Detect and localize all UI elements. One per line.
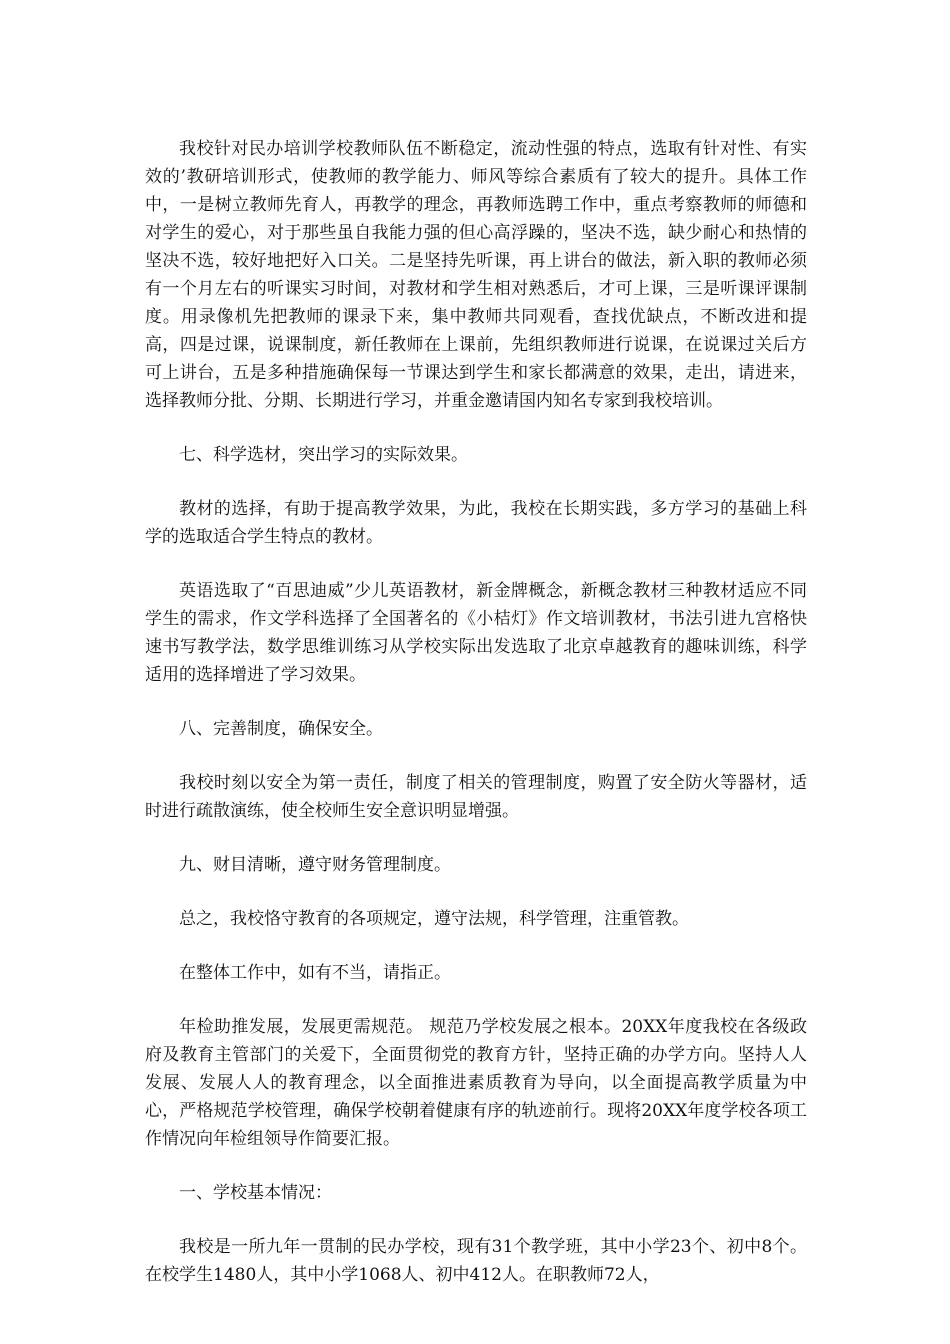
- section-heading-one: 一、学校基本情况：: [179, 1183, 332, 1203]
- section-heading-eight: 八、完善制度，确保安全。: [179, 719, 383, 739]
- paragraph-teacher-training: 我校针对民办培训学校教师队伍不断稳定，流动性强的特点，选取有针对性、有实效的’教研培训形式，使教师的教学能力、师风等综合素质有了较大的提升。具体工作中，一是树立教师先育人，再教学的理念，再教师选聘工作中，重点考察教师的师德和对学生的爱心，对于那些虽自我能力强的但心高浮躁的，坚决不选，缺少耐心和热情的坚决不选，较好地把好入口关。二是坚持先听课，再上讲台的做法，新入职的教师必须有一个月左右的听课实习时间，对教材和学生相对熟悉后，才可上课，三是听课评课制度。用录像机先把教师的课录下来，集中教师共同观看，查找优缺点，不断改进和提高，四是过课，说课制度，新任教师在上课前，先组织教师进行说课，在说课过关后方可上讲台，五是多种措施确保每一节课达到学生和家长都满意的效果，走出，请进来，选择教师分批、分期、长期进行学习，并重金邀请国内知名专家到我校培训。: [145, 139, 807, 411]
- paragraph-annual-inspection: 年检助推发展，发展更需规范。 规范乃学校发展之根本。20XX年度我校在各级政府及教育主管部门的关爱下，全面贯彻党的教育方针，坚持正确的办学方向。坚持人人发展、发展人人的教育理念，以全面推进素质教育为导向，以全面提高教学质量为中心，严格规范学校管理，确保学校朝着健康有序的轨迹前行。现将20XX年度学校各项工作情况向年检组领导作简要汇报。: [145, 1017, 807, 1149]
- paragraph-safety: 我校时刻以安全为第一责任，制度了相关的管理制度，购置了安全防火等器材，适时进行疏散演练，使全校师生安全意识明显增强。: [145, 773, 807, 821]
- document-body: [145, 135, 807, 1315]
- paragraph-correction-request: 在整体工作中，如有不当，请指正。: [179, 963, 451, 983]
- section-heading-nine: 九、财目清晰，遵守财务管理制度。: [179, 855, 451, 875]
- section-heading-seven: 七、科学选材，突出学习的实际效果。: [179, 445, 468, 465]
- paragraph-course-materials: 英语选取了“百思迪威”少儿英语教材，新金牌概念，新概念教材三种教材适应不同学生的需求，作文学科选择了全国著名的《小桔灯》作文培训教材，书法引进九宫格快速书写教学法，数学思维训练习从学校实际出发选取了北京卓越教育的趣味训练，科学适用的选择增进了学习效果。: [145, 581, 807, 685]
- paragraph-summary: 总之，我校恪守教育的各项规定，遵守法规，科学管理，注重管教。: [179, 909, 689, 929]
- paragraph-material-selection: 教材的选择，有助于提高教学效果，为此，我校在长期实践，多方学习的基础上科学的选取适合学生特点的教材。: [145, 499, 807, 547]
- paragraph-school-overview: 我校是一所九年一贯制的民办学校，现有31个教学班，其中小学23个、初中8个。在校学生1480人，其中小学1068人、初中412人。在职教师72人，: [145, 1237, 807, 1285]
